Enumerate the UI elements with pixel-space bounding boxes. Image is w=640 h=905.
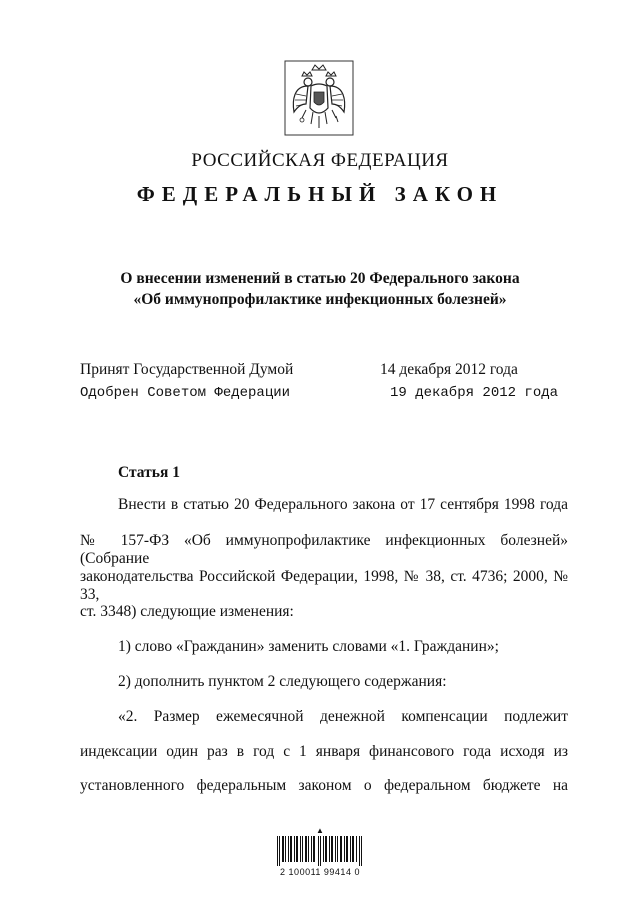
council-approval-label: Одобрен Советом Федерации	[80, 385, 291, 401]
law-title-line-1: О внесении изменений в статью 20 Федерального закона	[120, 270, 520, 287]
council-approval-date: 19 декабря 2012 года	[390, 385, 559, 401]
article-line: установленного федеральным законом о федеральном бюджете на	[80, 777, 568, 794]
duma-adoption-date: 14 декабря 2012 года	[380, 361, 518, 378]
article-line: индексации один раз в год с 1 января финансового года исходя из	[80, 743, 568, 760]
article-line: 2) дополнить пунктом 2 следующего содержания:	[118, 673, 447, 690]
duma-adoption-label: Принят Государственной Думой	[80, 361, 294, 378]
law-title	[0, 268, 640, 310]
country-name: РОССИЙСКАЯ ФЕДЕРАЦИЯ	[191, 150, 449, 171]
article-line: законодательства Российской Федерации, 1998, № 38, ст. 4736; 2000, № 33,	[80, 568, 568, 603]
article-line: Внести в статью 20 Федерального закона от 17 сентября 1998 года	[118, 496, 568, 513]
coat-of-arms-icon	[284, 60, 354, 136]
article-heading: Статья 1	[118, 464, 180, 481]
article-line: «2. Размер ежемесячной денежной компенсации подлежит	[118, 708, 568, 725]
barcode-number: 2 100011 99414 0	[280, 867, 360, 877]
barcode-logo-icon: ▲	[316, 826, 324, 835]
barcode-bars	[275, 836, 365, 866]
article-line: 1) слово «Гражданин» заменить словами «1. Гражданин»;	[118, 638, 499, 655]
law-title-line-2: «Об иммунопрофилактике инфекционных болезней»	[133, 291, 507, 308]
article-line: ст. 3348) следующие изменения:	[80, 603, 294, 620]
article-line: № 157-ФЗ «Об иммунопрофилактике инфекционных болезней» (Собрание	[80, 532, 568, 567]
barcode	[270, 826, 370, 877]
document-type: ФЕДЕРАЛЬНЫЙ ЗАКОН	[136, 182, 504, 206]
